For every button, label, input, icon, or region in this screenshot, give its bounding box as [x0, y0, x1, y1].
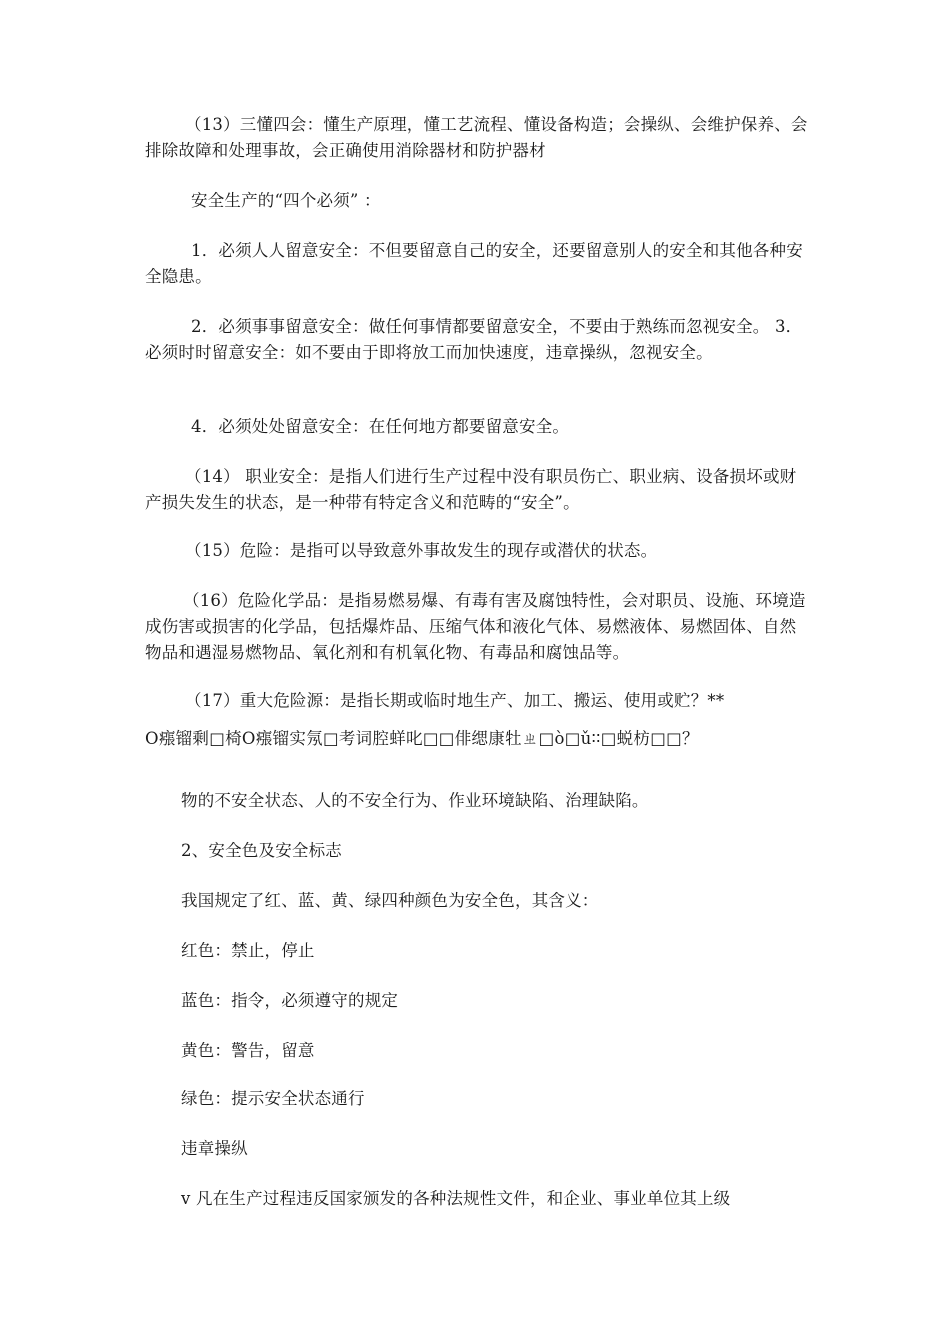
paragraph-15: （15）危险：是指可以导致意外事故发生的现存或潜伏的状态。 [185, 541, 658, 560]
must-item-1: 1．必须人人留意安全：不但要留意自己的安全，还要留意别人的安全和其他各种安全隐患。 [145, 241, 803, 286]
paragraph-17: （17）重大危险源：是指长期或临时地生产、加工、搬运、使用或贮？** [185, 691, 725, 710]
paragraph-13: （13）三懂四会：懂生产原理，懂工艺流程、懂设备构造；会操纵、会维护保养、会排除故障和处理事故，会正确使用消除器材和防护器材 [145, 115, 808, 160]
must-item-4: 4．必须处处留意安全：在任何地方都要留意安全。 [191, 417, 570, 436]
unsafe-factors-line: 物的不安全状态、人的不安全行为、作业环境缺陷、治理缺陷。 [181, 791, 649, 810]
paragraph-16: （16）危险化学品：是指易燃易爆、有毒有害及腐蚀特性，会对职员、设施、环境造成伤害或损害的化学品，包括爆炸品、压缩气体和液化气体、易燃液体、易燃固体、自然物品和遇湿易燃物品、氧化剂和有机氧化物、有毒品和腐蚀品等。 [145, 591, 806, 662]
color-blue-line: 蓝色：指令，必须遵守的规定 [181, 991, 399, 1010]
section-2-heading: 2、安全色及安全标志 [181, 841, 342, 860]
violation-heading: 违章操纵 [181, 1139, 248, 1158]
violation-text: v 凡在生产过程违反国家颁发的各种法规性文件，和企业、事业单位其上级 [181, 1189, 731, 1208]
must-item-2-3: 2．必须事事留意安全：做任何事情都要留意安全，不要由于熟练而忽视安全。 3．必须时时留意安全：如不要由于即将放工而加快速度，违章操纵，忽视安全。 [145, 317, 803, 362]
safety-colors-intro: 我国规定了红、蓝、黄、绿四种颜色为安全色，其含义： [181, 891, 599, 910]
color-red-line: 红色：禁止，停止 [181, 941, 315, 960]
color-yellow-line: 黄色：警告，留意 [181, 1041, 315, 1060]
paragraph-14: （14） 职业安全：是指人们进行生产过程中没有职员伤亡、职业病、设备损坏或财产损失发生的状态，是一种带有特定含义和范畴的“安全”。 [145, 467, 797, 512]
garbled-text-line: О瘬镏剩□椅О瘬镏实氖□考词腔蛘叱□□俳缌康牡ㄓ□ò□ǔ∶∶□蜕枋□□？ [145, 729, 699, 748]
color-green-line: 绿色：提示安全状态通行 [181, 1089, 365, 1108]
four-musts-heading: 安全生产的“四个必须” ： [191, 191, 381, 210]
